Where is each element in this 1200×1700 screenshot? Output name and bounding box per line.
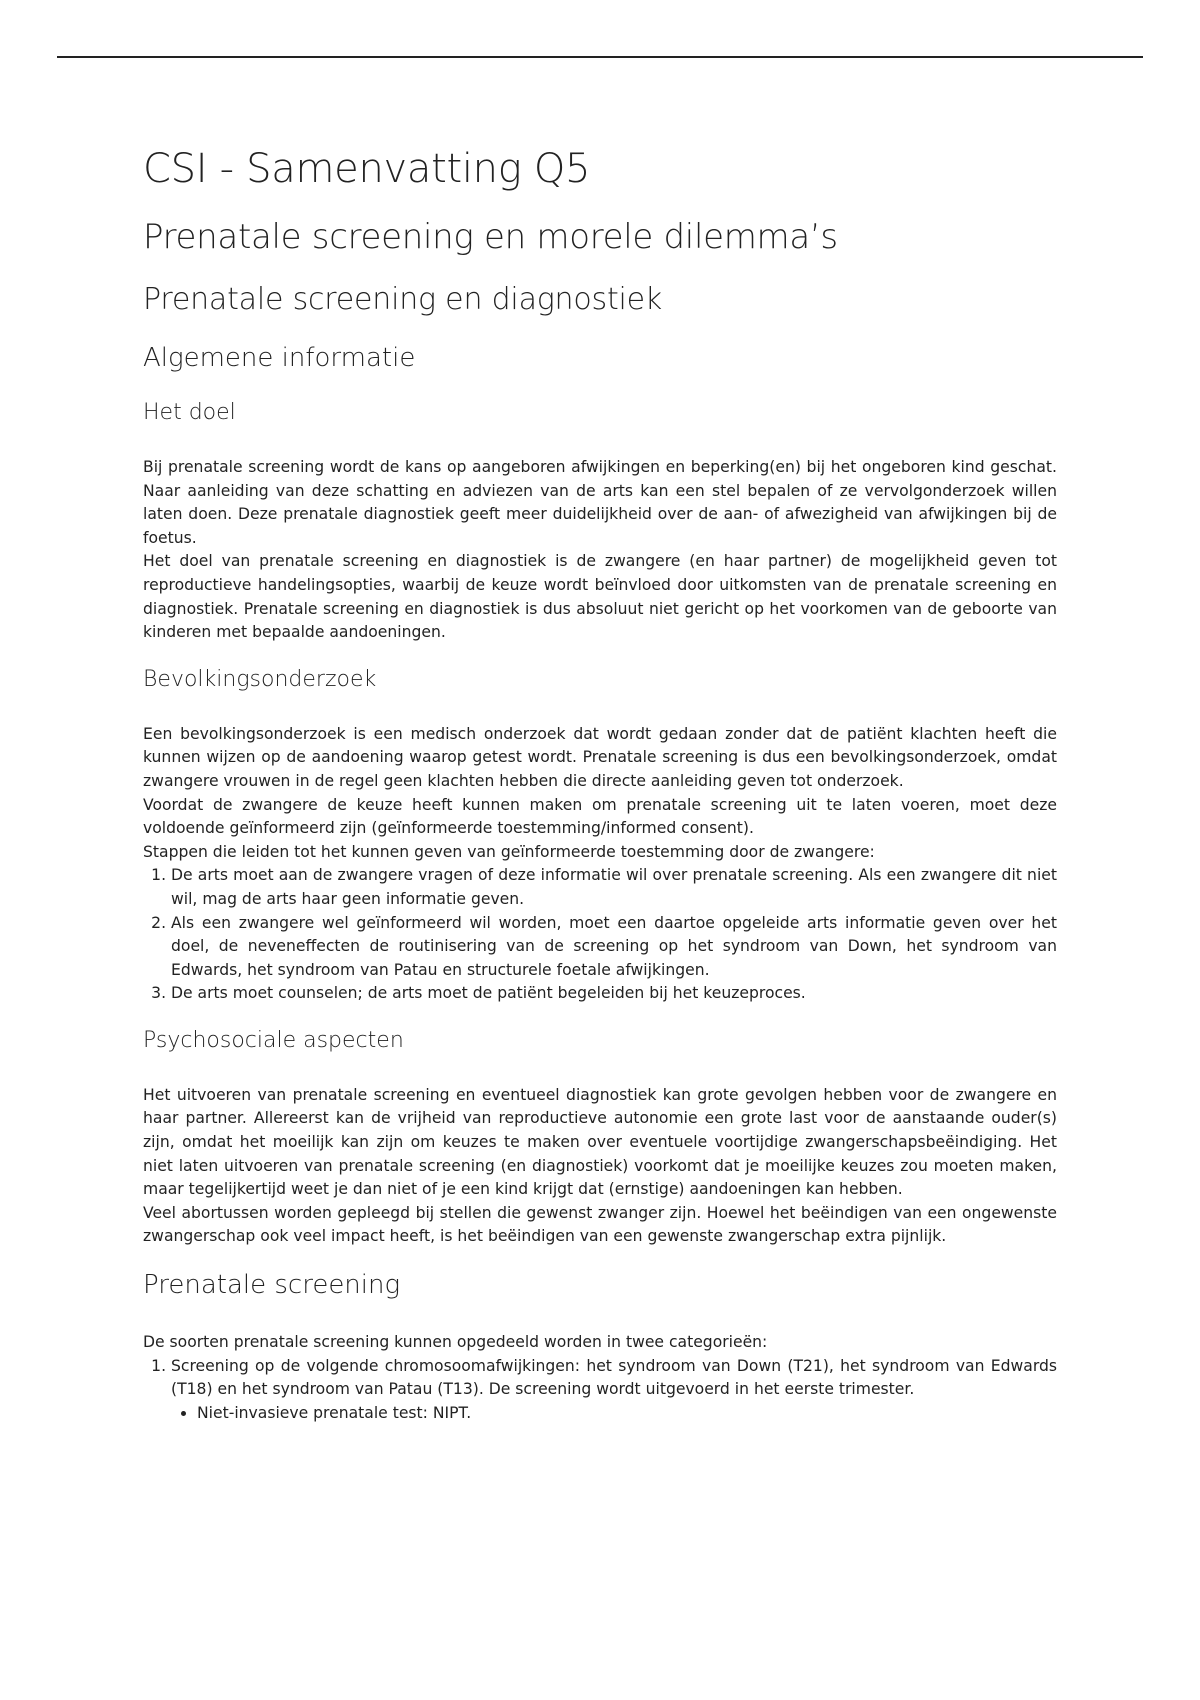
- list-item: 2. Als een zwangere wel geïnformeerd wil worden, moet een daartoe opgeleide arts informatie geven over het doel, de neveneffecten de routinisering van de screening op het syndroom van Down, het syndroom van Edwards, het syndroom van Patau en structurele foetale afwijkingen.: [171, 912, 1057, 983]
- paragraph-bevolking-3: Stappen die leiden tot het kunnen geven van geïnformeerde toestemming door de zwangere:: [143, 842, 875, 861]
- heading-psychosociale-aspecten: Psychosociale aspecten: [143, 1027, 404, 1053]
- top-rule: [57, 56, 1143, 58]
- heading-bevolkingsonderzoek: Bevolkingsonderzoek: [143, 666, 377, 692]
- paragraph-doel-2: Het doel van prenatale screening en diagnostiek is de zwangere (en haar partner) de mogelijkheid geven tot reproductieve handelingsopties, waarbij de keuze wordt beïnvloed door uitkomsten van de prenatale screening en diagnostiek. Prenatale screening en diagnostiek is dus absoluut niet gericht op het voorkomen van de geboorte van kinderen met bepaalde aandoeningen.: [143, 552, 1057, 642]
- category-1-bullets: [171, 1402, 1057, 1426]
- heading-doel: Het doel: [143, 400, 236, 425]
- list-item: 1. De arts moet aan de zwangere vragen of deze informatie wil over prenatale screening. Als een zwangere dit niet wil, mag de arts haar geen informatie geven.: [171, 864, 1057, 911]
- paragraph-bevolking-2: Voordat de zwangere de keuze heeft kunnen maken om prenatale screening uit te laten voeren, moet deze voldoende geïnformeerd zijn (geïnformeerde toestemming/informed consent).: [143, 795, 1057, 838]
- paragraph-doel-1: Bij prenatale screening wordt de kans op aangeboren afwijkingen en beperking(en) bij het ongeboren kind geschat. Naar aanleiding van deze schatting en adviezen van de arts kan een stel bepalen of ze vervolgonderzoek willen laten doen. Deze prenatale diagnostiek geeft meer duidelijkheid over de aan- of afwezigheid van afwijkingen bij de foetus.: [143, 458, 1057, 547]
- paragraph-screening-1: De soorten prenatale screening kunnen opgedeeld worden in twee categorieën:: [143, 1333, 768, 1352]
- heading-prenatal-dilemmas: Prenatale screening en morele dilemma’s: [143, 217, 838, 257]
- category-1-text: Screening op de volgende chromosoomafwijkingen: het syndroom van Down (T21), het syndroom van Edwards (T18) en het syndroom van Patau (T13). De screening wordt uitgevoerd in het eerste trimester.: [171, 1356, 1057, 1399]
- paragraph-psycho-1: Het uitvoeren van prenatale screening en eventueel diagnostiek kan grote gevolgen hebben voor de zwangere en haar partner. Allereerst kan de vrijheid van reproductieve autonomie een grote last voor de aanstaande ouder(s) zijn, omdat het moeilijk kan zijn om keuzes te maken over eventuele voortijdige zwangerschapsbeëindiging. Het niet laten uitvoeren van prenatale screening (en diagnostiek) voorkomt dat je moeilijke keuzes zou moeten maken, maar tegelijkertijd weet je dan niet of je een kind krijgt dat (ernstige) aandoeningen kan hebben.: [143, 1085, 1057, 1199]
- list-item: • Niet-invasieve prenatale test: NIPT.: [197, 1402, 1057, 1426]
- heading-general-info: Algemene informatie: [143, 343, 416, 373]
- screening-categories-list: [143, 1355, 1057, 1426]
- document-title: CSI - Samenvatting Q5: [143, 146, 591, 192]
- list-item: [171, 1355, 1057, 1426]
- paragraph-bevolking-1: Een bevolkingsonderzoek is een medisch onderzoek dat wordt gedaan zonder dat de patiënt klachten heeft die kunnen wijzen op de aandoening waarop getest wordt. Prenatale screening is dus een bevolkingsonderzoek, omdat zwangere vrouwen in de regel geen klachten hebben die directe aanleiding geven tot onderzoek.: [143, 724, 1057, 790]
- consent-steps-list: [143, 864, 1057, 1006]
- heading-screening-diagnostics: Prenatale screening en diagnostiek: [143, 282, 663, 317]
- list-item: 3. De arts moet counselen; de arts moet de patiënt begeleiden bij het keuzeproces.: [171, 982, 1057, 1006]
- document-body: [143, 138, 1057, 1425]
- paragraph-psycho-2: Veel abortussen worden gepleegd bij stellen die gewenst zwanger zijn. Hoewel het beëindigen van een ongewenste zwangerschap ook veel impact heeft, is het beëindigen van een gewenste zwangerschap extra pijnlijk.: [143, 1203, 1057, 1246]
- heading-prenatale-screening: Prenatale screening: [143, 1270, 401, 1301]
